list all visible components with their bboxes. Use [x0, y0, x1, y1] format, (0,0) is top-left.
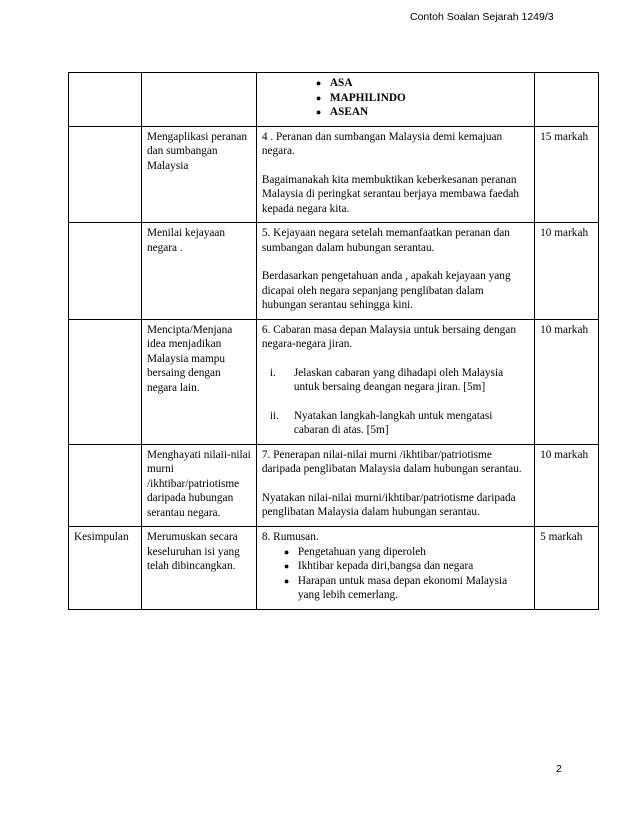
list-item: ● Pengetahuan yang diperoleh: [283, 545, 426, 558]
marks-cell: [535, 73, 599, 127]
page-header: Contoh Soalan Sejarah 1249/3: [410, 11, 554, 23]
skill-cell: Merumuskan secara keseluruhan isi yang telah dibincangkan.: [141, 527, 256, 610]
question-text: 8. Rumusan.: [261, 531, 319, 543]
question-cell: [256, 73, 534, 127]
stage-cell: Kesimpulan: [69, 527, 142, 610]
list-item: ● ASEAN: [315, 106, 369, 118]
question-text: 6. Cabaran masa depan Malaysia untuk bersaing dengan negara-negara jiran.: [261, 323, 516, 350]
question-text: 5. Kejayaan negara setelah memanfaatkan peranan dan sumbangan dalam hubungan serantau.: [261, 227, 510, 254]
table-row: [69, 126, 599, 223]
summary-list: [283, 545, 529, 603]
question-cell: [256, 319, 534, 444]
table-row: [69, 444, 599, 527]
marks-cell: 10 markah: [535, 223, 599, 320]
question-cell: [256, 444, 534, 527]
question-detail: Berdasarkan pengetahuan anda , apakah kejayaan yang dicapai oleh negara sepanjang penglibatan dalam hubungan serantau sehingga kini.: [261, 270, 511, 311]
skill-cell: Mengaplikasi peranan dan sumbangan Malaysia: [141, 126, 256, 223]
question-cell: [256, 527, 534, 610]
table-row: [69, 527, 599, 610]
bullet-icon: ●: [283, 575, 290, 586]
exam-table: [68, 72, 599, 610]
bullet-icon: ●: [283, 546, 290, 557]
list-item: ii. Nyatakan langkah-langkah untuk mengatasi cabaran di atas. [5m]: [269, 409, 493, 436]
table-row-top-list: [69, 73, 599, 127]
marks-cell: 10 markah: [535, 444, 599, 527]
question-detail: Bagaimanakah kita membuktikan keberkesanan peranan Malaysia di peringkat serantau berjaya membawa faedah kepada negara kita.: [261, 173, 520, 215]
table-row: [69, 223, 599, 320]
bullet-icon: ●: [283, 561, 290, 571]
bullet-icon: ●: [315, 78, 322, 88]
stage-cell: [69, 126, 142, 223]
skill-cell: Menghayati nilaii-nilai murni /ikhtibar/patriotisme daripada hubungan serantau negara.: [141, 444, 256, 527]
bullet-icon: ●: [315, 107, 322, 117]
skill-cell: Menilai kejayaan negara .: [141, 223, 256, 320]
list-item: i. Jelaskan cabaran yang dihadapi oleh Malaysia untuk bersaing deangan negara jiran. [5m]: [269, 366, 504, 393]
question-detail: Nyatakan nilai-nilai murni/ikhtibar/patriotisme daripada penglibatan Malaysia dalam hubungan serantau.: [261, 491, 516, 518]
marks-cell: 10 markah: [535, 319, 599, 444]
question-text: 7. Penerapan nilai-nilai murni /ikhtibar/patriotisme daripada penglibatan Malaysia dalam hubungan serantau.: [261, 448, 522, 475]
stage-cell: [69, 73, 142, 127]
list-item: ● MAPHILINDO: [315, 91, 406, 104]
table-row: [69, 319, 599, 444]
sub-question-list: [262, 409, 529, 438]
question-cell: [256, 126, 534, 223]
list-item: ● Ikhtibar kepada diri,bangsa dan negara: [283, 560, 474, 572]
stage-cell: [69, 319, 142, 444]
skill-cell: [141, 73, 256, 127]
stage-cell: [69, 444, 142, 527]
question-text: 4 . Peranan dan sumbangan Malaysia demi kemajuan negara.: [261, 130, 503, 157]
marks-cell: 5 markah: [535, 527, 599, 610]
list-item: ● Harapan untuk masa depan ekonomi Malaysia yang lebih cemerlang.: [283, 574, 508, 601]
page-number: 2: [556, 763, 562, 775]
question-cell: [256, 223, 534, 320]
list-item: ● ASA: [315, 77, 353, 89]
stage-cell: [69, 223, 142, 320]
bullet-icon: ●: [315, 92, 322, 103]
sub-question-list: [262, 366, 529, 395]
marks-cell: 15 markah: [535, 126, 599, 223]
organisation-list: [315, 76, 529, 120]
skill-cell: Mencipta/Menjana idea menjadikan Malaysia mampu bersaing dengan negara lain.: [141, 319, 256, 444]
